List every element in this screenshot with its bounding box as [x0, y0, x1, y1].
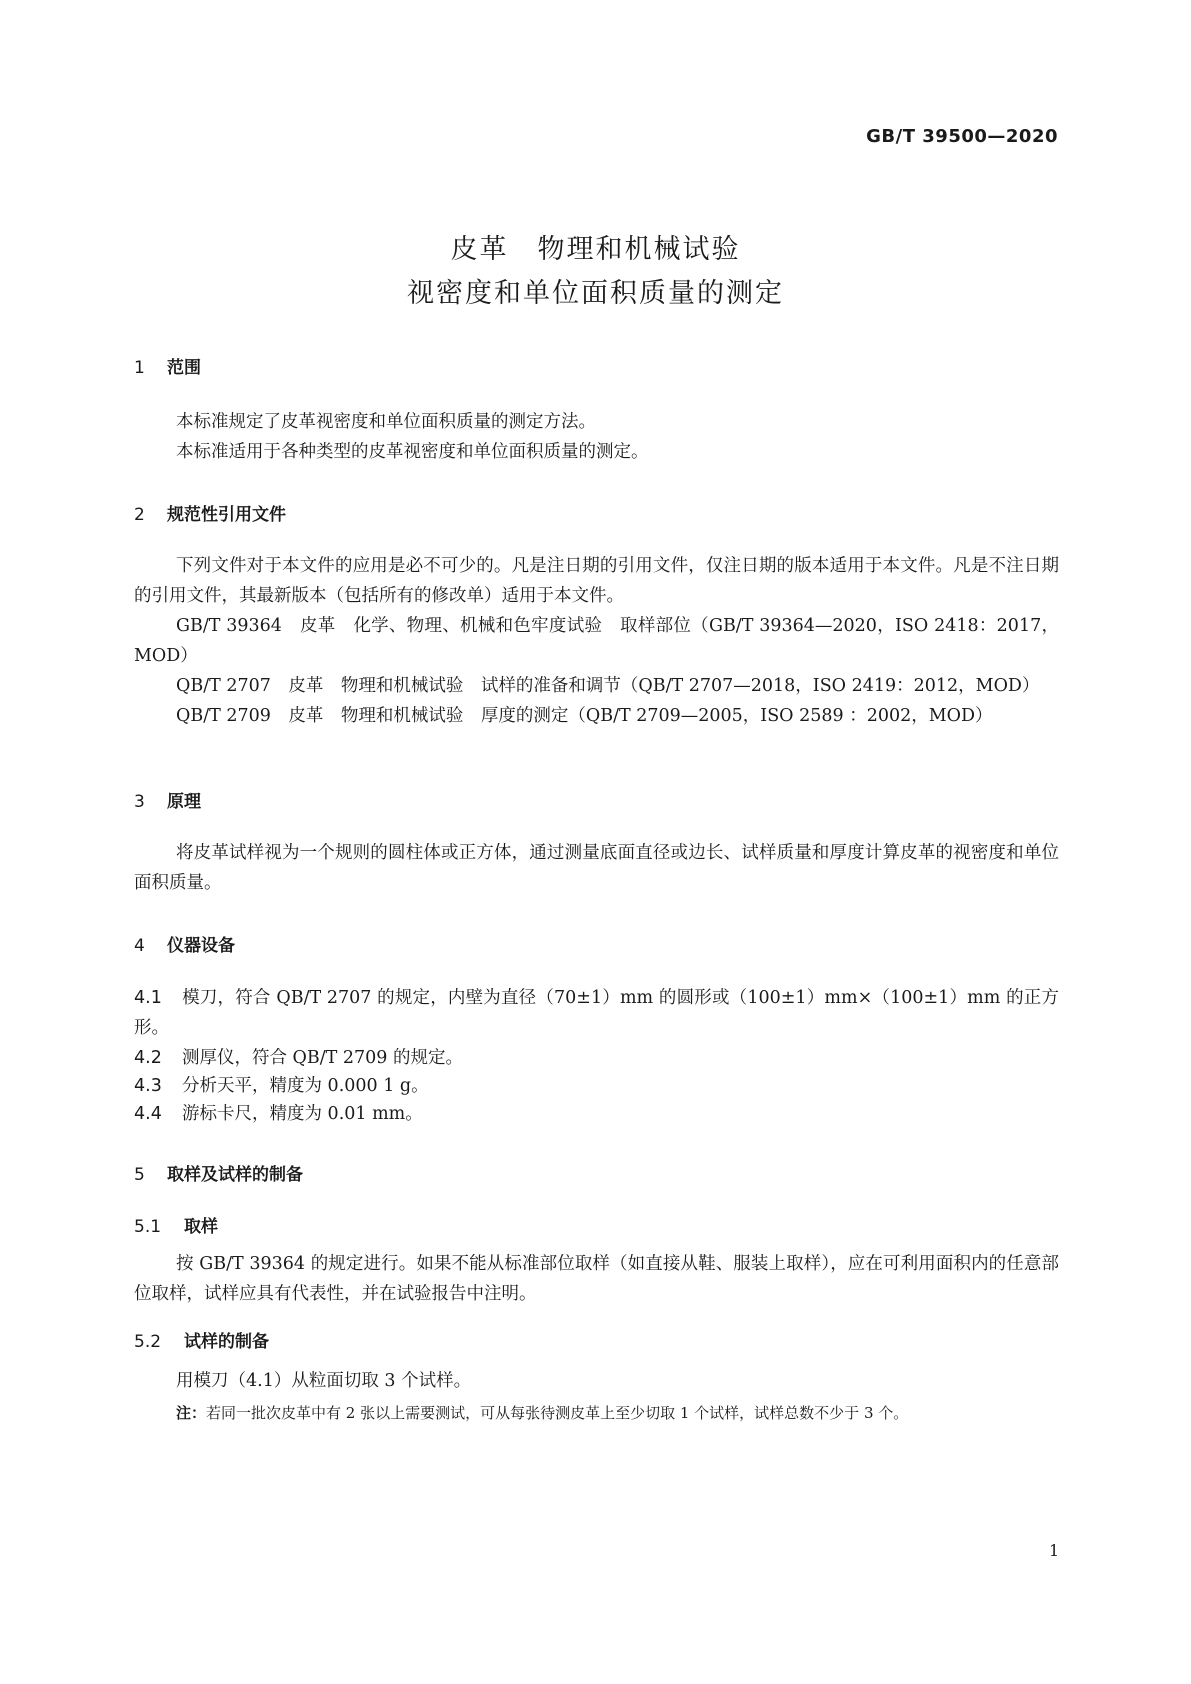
- item-text: 测厚仪，符合 QB/T 2709 的规定。: [182, 1048, 463, 1068]
- section-title: 范围: [167, 358, 201, 378]
- note: [176, 1402, 908, 1423]
- subsection-number: 5.2: [134, 1332, 162, 1352]
- apparatus-item: [134, 1071, 1059, 1101]
- paragraph: 下列文件对于本文件的应用是必不可少的。凡是注日期的引用文件，仅注日期的版本适用于本文件。凡是不注日期的引用文件，其最新版本（包括所有的修改单）适用于本文件。: [134, 556, 1059, 606]
- page-number: 1: [1049, 1541, 1060, 1560]
- standard-code: GB/T 39500—2020: [866, 126, 1058, 147]
- section-heading-apparatus: [134, 931, 235, 956]
- item-number: 4.1: [134, 988, 162, 1008]
- subsection-title: 取样: [184, 1217, 218, 1237]
- section-body-scope: [134, 407, 1059, 467]
- section-number: 2: [134, 505, 145, 525]
- subsection-heading-sampling: [134, 1212, 218, 1237]
- item-number: 4.2: [134, 1048, 162, 1068]
- paragraph: 按 GB/T 39364 的规定进行。如果不能从标准部位取样（如直接从鞋、服装上取样），应在可利用面积内的任意部位取样，试样应具有代表性，并在试验报告中注明。: [134, 1254, 1059, 1304]
- section-number: 1: [134, 358, 145, 378]
- reference-item: QB/T 2709 皮革 物理和机械试验 厚度的测定（QB/T 2709—2005，ISO 2589 ：2002，MOD）: [176, 706, 993, 726]
- reference-item: GB/T 39364 皮革 化学、物理、机械和色牢度试验 取样部位（GB/T 39364—2020，ISO 2418：2017，MOD）: [134, 616, 1059, 666]
- item-text: 分析天平，精度为 0.000 1 g。: [182, 1076, 429, 1096]
- section-title: 仪器设备: [167, 936, 235, 956]
- section-title: 取样及试样的制备: [167, 1165, 303, 1185]
- section-number: 3: [134, 792, 145, 812]
- title-line-1: 皮革 物理和机械试验: [450, 234, 741, 265]
- section-title: 原理: [167, 792, 201, 812]
- note-text: 若同一批次皮革中有 2 张以上需要测试，可从每张待测皮革上至少切取 1 个试样，试样总数不少于 3 个。: [206, 1404, 909, 1422]
- item-text: 模刀，符合 QB/T 2707 的规定，内壁为直径（70±1）mm 的圆形或（100±1）mm×（100±1）mm 的正方形。: [134, 988, 1059, 1038]
- section-title: 规范性引用文件: [167, 505, 286, 525]
- subsection-number: 5.1: [134, 1217, 162, 1237]
- item-number: 4.4: [134, 1104, 162, 1124]
- section-body-principle: [134, 838, 1059, 898]
- section-heading-scope: [134, 353, 201, 378]
- section-number: 5: [134, 1165, 145, 1185]
- reference-item: QB/T 2707 皮革 物理和机械试验 试样的准备和调节（QB/T 2707—2018，ISO 2419：2012，MOD）: [176, 676, 1040, 696]
- section-body-normative-references: [134, 551, 1059, 731]
- subsection-body-sampling: [134, 1249, 1059, 1309]
- paragraph: 用模刀（4.1）从粒面切取 3 个试样。: [176, 1371, 472, 1391]
- paragraph: 本标准规定了皮革视密度和单位面积质量的测定方法。: [176, 412, 596, 432]
- item-text: 游标卡尺，精度为 0.01 mm。: [182, 1104, 423, 1124]
- section-heading-principle: [134, 787, 201, 812]
- section-heading-normative-references: [134, 500, 286, 525]
- item-number: 4.3: [134, 1076, 162, 1096]
- subsection-body-specimen-preparation: [134, 1366, 1059, 1396]
- paragraph: 将皮革试样视为一个规则的圆柱体或正方体，通过测量底面直径或边长、试样质量和厚度计算皮革的视密度和单位面积质量。: [134, 843, 1059, 893]
- apparatus-item: [134, 1099, 1059, 1129]
- section-heading-sampling: [134, 1160, 303, 1185]
- paragraph: 本标准适用于各种类型的皮革视密度和单位面积质量的测定。: [176, 442, 649, 462]
- apparatus-item: [134, 983, 1059, 1043]
- note-label: 注：: [176, 1404, 207, 1422]
- title-line-2: 视密度和单位面积质量的测定: [407, 278, 784, 309]
- apparatus-item: [134, 1043, 1059, 1073]
- document-title: [0, 228, 1191, 316]
- subsection-title: 试样的制备: [184, 1332, 269, 1352]
- subsection-heading-specimen-preparation: [134, 1327, 269, 1352]
- section-number: 4: [134, 936, 145, 956]
